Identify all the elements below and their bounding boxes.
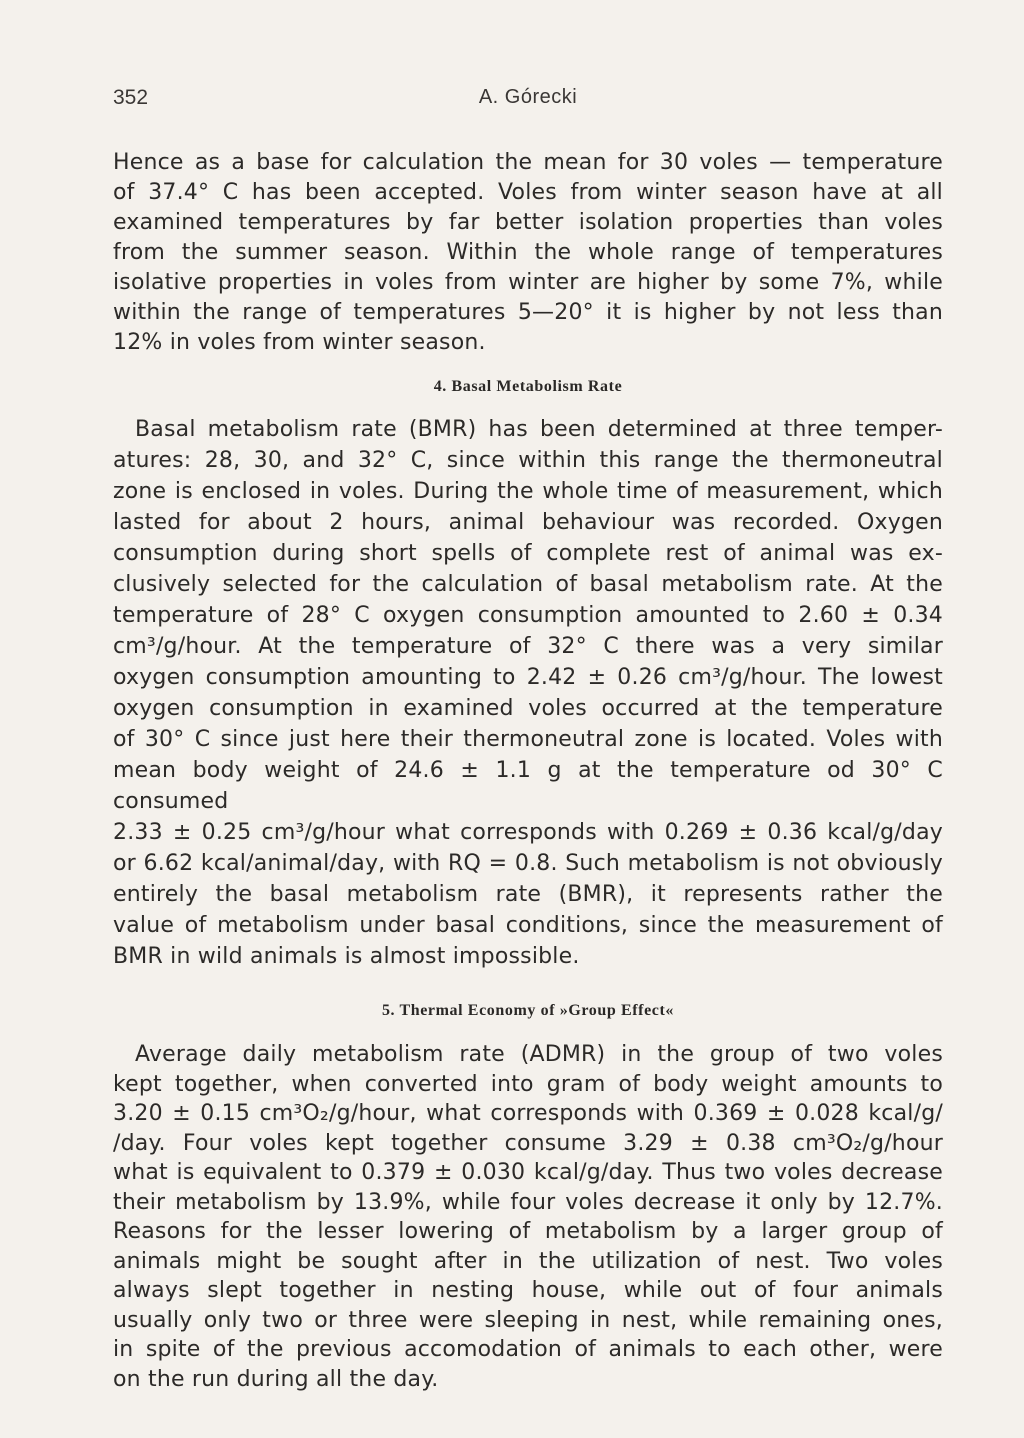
section-heading-group-effect: 5. Thermal Economy of »Group Effect«: [381, 1002, 675, 1019]
text-line: of 30° C since just here their thermoneutral zone is located. Voles with: [113, 727, 943, 752]
paragraph-basal-metabolism: [113, 414, 943, 972]
text-line: on the run during all the day.: [113, 1366, 439, 1392]
section-heading-basal-metabolism: 4. Basal Metabolism Rate: [433, 378, 623, 395]
text-line: Average daily metabolism rate (ADMR) in the group of two voles: [135, 1042, 943, 1067]
text-line: animals might be sought after in the utilization of nest. Two voles: [113, 1248, 943, 1274]
text-line: consumption during short spells of complete rest of animal was ex-: [113, 541, 943, 566]
text-line: mean body weight of 24.6 ± 1.1 g at the temperature od 30° C consumed: [113, 758, 943, 814]
text-line: their metabolism by 13.9%, while four voles decrease it only by 12.7%.: [113, 1189, 943, 1215]
running-head: [113, 80, 943, 116]
text-line: of 37.4° C has been accepted. Voles from winter season have at all: [113, 180, 943, 205]
text-line: in spite of the previous accomodation of animals to each other, were: [113, 1337, 943, 1362]
text-line: BMR in wild animals is almost impossible.: [113, 944, 580, 969]
text-line: Hence as a base for calculation the mean for 30 voles — temperature: [113, 150, 943, 175]
text-line: or 6.62 kcal/animal/day, with RQ = 0.8. Such metabolism is not obviously: [113, 851, 943, 876]
text-line: cm³/g/hour. At the temperature of 32° C there was a very similar: [113, 634, 943, 659]
text-line: isolative properties in voles from winter are higher by some 7%, while: [113, 270, 943, 295]
text-line: 2.33 ± 0.25 cm³/g/hour what corresponds with 0.269 ± 0.36 kcal/g/day: [113, 820, 943, 845]
text-line: /day. Four voles kept together consume 3.29 ± 0.38 cm³O₂/g/hour: [113, 1130, 943, 1156]
text-line: entirely the basal metabolism rate (BMR), it represents rather the: [113, 882, 943, 907]
text-line: examined temperatures by far better isolation properties than voles: [113, 210, 943, 235]
text-line: 12% in voles from winter season.: [113, 330, 486, 355]
text-line: Reasons for the lesser lowering of metabolism by a larger group of: [113, 1219, 943, 1244]
text-line: oxygen consumption in examined voles occurred at the temperature: [113, 696, 943, 721]
text-line: clusively selected for the calculation of basal metabolism rate. At the: [113, 572, 943, 597]
text-line: kept together, when converted into gram of body weight amounts to: [113, 1071, 943, 1097]
paper-page: [113, 80, 943, 1394]
text-line: usually only two or three were sleeping in nest, while remaining ones,: [113, 1307, 943, 1333]
running-head-author: A. Górecki: [478, 86, 578, 108]
text-line: from the summer season. Within the whole range of temperatures: [113, 240, 943, 265]
text-line: zone is enclosed in voles. During the whole time of measurement, which: [113, 479, 943, 504]
text-line: lasted for about 2 hours, animal behaviour was recorded. Oxygen: [113, 510, 943, 535]
text-line: 3.20 ± 0.15 cm³O₂/g/hour, what corresponds with 0.369 ± 0.028 kcal/g/: [113, 1101, 943, 1126]
text-line: Basal metabolism rate (BMR) has been determined at three temper-: [135, 417, 943, 442]
paragraph-isolation-properties: [113, 148, 943, 358]
text-line: within the range of temperatures 5—20° it is higher by not less than: [113, 300, 943, 325]
paragraph-group-effect: [113, 1040, 943, 1394]
text-line: atures: 28, 30, and 32° C, since within this range the thermoneutral: [113, 448, 943, 473]
text-line: value of metabolism under basal conditions, since the measurement of: [113, 913, 943, 938]
text-line: always slept together in nesting house, while out of four animals: [113, 1278, 943, 1303]
text-line: temperature of 28° C oxygen consumption amounted to 2.60 ± 0.34: [113, 603, 943, 628]
page-number: 352: [113, 86, 149, 109]
text-line: what is equivalent to 0.379 ± 0.030 kcal/g/day. Thus two voles decrease: [113, 1160, 943, 1185]
text-line: oxygen consumption amounting to 2.42 ± 0.26 cm³/g/hour. The lowest: [113, 665, 943, 690]
